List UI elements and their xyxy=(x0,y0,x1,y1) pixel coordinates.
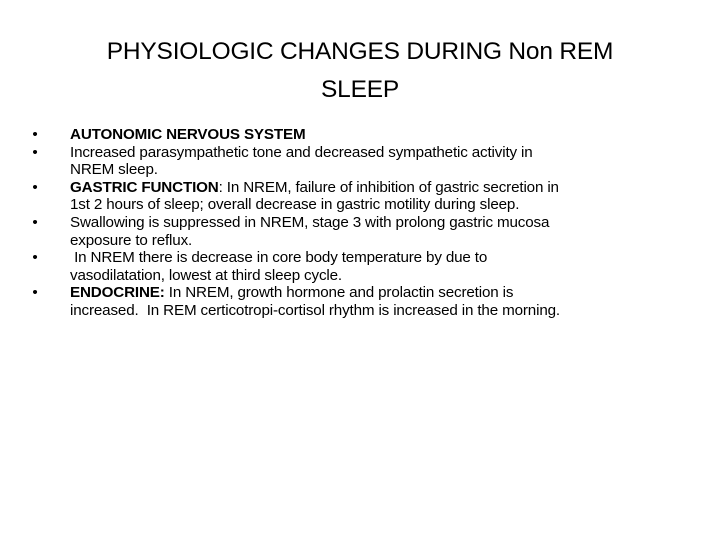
bullet-text-line-1: Swallowing is suppressed in NREM, stage 3 with prolong gastric mucosa xyxy=(70,213,550,231)
bullet-icon: • xyxy=(32,178,38,196)
bullet-parasympathetic xyxy=(28,144,688,179)
bullet-text-line-2: 1st 2 hours of sleep; overall decrease in gastric motility during sleep. xyxy=(70,196,520,214)
bullet-icon: • xyxy=(32,126,38,143)
bullet-heading: GASTRIC FUNCTION xyxy=(70,178,219,196)
bullet-heading: AUTONOMIC NERVOUS SYSTEM xyxy=(70,126,306,143)
bullet-icon: • xyxy=(32,284,38,302)
bullet-text-line-1 xyxy=(70,179,688,197)
bullet-body: : In NREM, failure of inhibition of gastric secretion in xyxy=(218,178,559,196)
bullet-icon: • xyxy=(32,143,38,161)
bullet-text-line-1 xyxy=(70,284,688,302)
bullet-autonomic xyxy=(28,126,688,144)
title-line-2: SLEEP xyxy=(321,76,399,103)
bullet-icon: • xyxy=(32,213,38,231)
bullet-endocrine xyxy=(28,284,688,319)
slide-title xyxy=(60,33,660,109)
bullet-text-line-2: vasodilatation, lowest at third sleep cycle. xyxy=(70,266,342,284)
bullet-temperature xyxy=(28,249,688,284)
bullet-text-line-1: Increased parasympathetic tone and decreased sympathetic activity in xyxy=(70,143,533,161)
bullet-heading: ENDOCRINE: xyxy=(70,284,165,302)
bullet-text-line-2: exposure to reflux. xyxy=(70,231,193,249)
title-line-1: PHYSIOLOGIC CHANGES DURING Non REM xyxy=(106,38,614,65)
bullet-body: In NREM, growth hormone and prolactin secretion is xyxy=(164,284,514,302)
bullet-text-line-1: In NREM there is decrease in core body temperature by due to xyxy=(70,249,488,267)
bullet-text-line-2: NREM sleep. xyxy=(70,161,158,179)
bullet-list xyxy=(28,126,688,320)
bullet-icon: • xyxy=(32,249,38,267)
bullet-swallowing xyxy=(28,214,688,249)
bullet-gastric xyxy=(28,179,688,214)
bullet-text-line-2: increased. In REM certicotropi-cortisol rhythm is increased in the morning. xyxy=(70,301,560,319)
bullet-text xyxy=(70,126,688,144)
